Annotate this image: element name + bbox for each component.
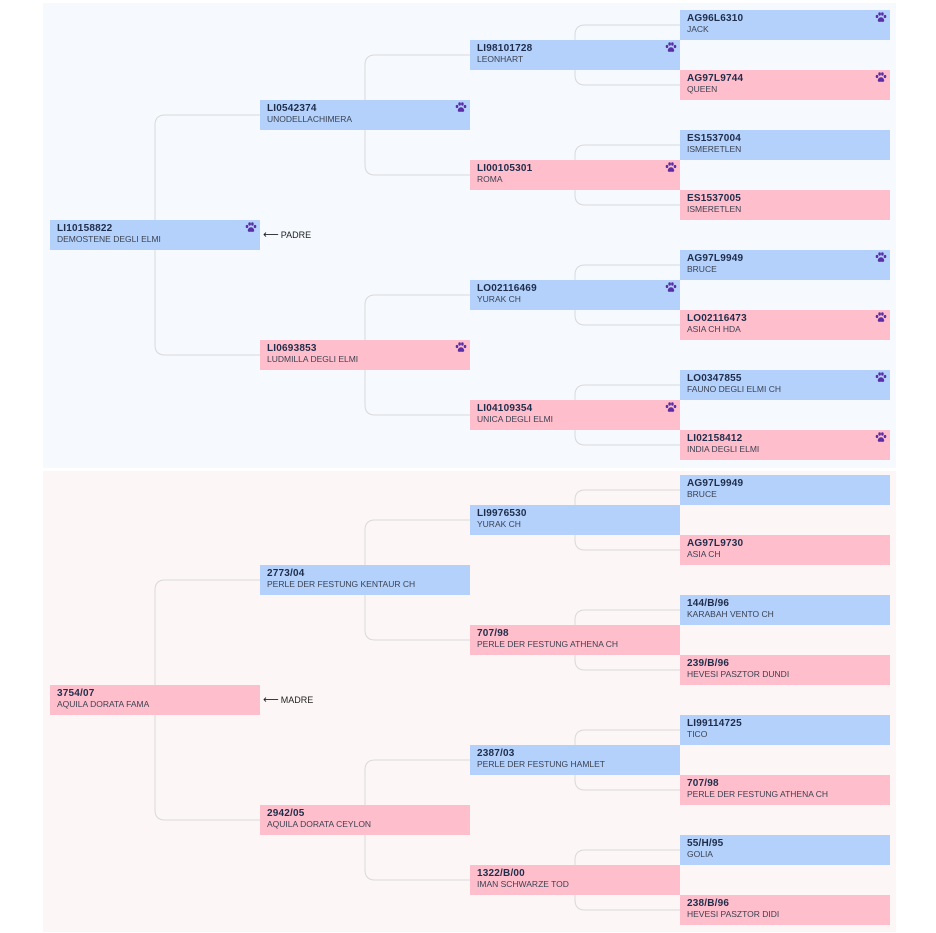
dog-name: INDIA DEGLI ELMI [687,444,760,454]
registration-number: LI10158822 [57,223,113,234]
dog-name: QUEEN [687,84,718,94]
registration-number: AG97L9744 [687,73,744,84]
paw-icon[interactable] [875,312,887,323]
dog-name: PERLE DER FESTUNG HAMLET [477,759,605,769]
dog-name: PERLE DER FESTUNG ATHENA CH [687,789,829,799]
pedigree-card[interactable] [470,625,680,655]
registration-number: LI0693853 [267,343,317,354]
paw-icon[interactable] [875,252,887,263]
registration-number: AG97L9949 [687,253,744,264]
pedigree-card[interactable] [680,775,890,805]
pedigree-card[interactable] [680,715,890,745]
registration-number: 1322/B/00 [477,868,525,879]
dog-name: AQUILA DORATA FAMA [57,699,150,709]
pedigree-card[interactable] [680,430,890,460]
pedigree-card[interactable] [470,280,680,310]
pedigree-card[interactable] [680,835,890,865]
pedigree-card[interactable] [260,565,470,595]
dog-name: GOLIA [687,849,713,859]
dog-name: AQUILA DORATA CEYLON [267,819,372,829]
dog-name: IMAN SCHWARZE TOD [477,879,569,889]
registration-number: LO0347855 [687,373,742,384]
registration-number: LI98101728 [477,43,533,54]
sire-side-label [263,229,311,241]
dog-name: BRUCE [687,264,717,274]
dog-name: ROMA [477,174,503,184]
registration-number: LI9976530 [477,508,527,519]
dog-name: TICO [687,729,708,739]
registration-number: AG97L9730 [687,538,744,549]
registration-number: LI99114725 [687,718,742,729]
registration-number: AG97L9949 [687,478,744,489]
dog-name: ISMERETLEN [687,144,742,154]
registration-number: 239/B/96 [687,658,730,669]
paw-icon[interactable] [875,12,887,23]
registration-number: ES1537004 [687,133,742,144]
registration-number: ES1537005 [687,193,742,204]
dog-name: PERLE DER FESTUNG KENTAUR CH [267,579,416,589]
dam-label-text: MADRE [280,695,314,705]
dog-name: UNODELLACHIMERA [267,114,353,124]
paw-icon[interactable] [875,372,887,383]
dog-name: DEMOSTENE DEGLI ELMI [57,234,161,244]
paw-icon[interactable] [455,342,467,353]
registration-number: 55/H/95 [687,838,724,849]
sire-card[interactable] [50,220,260,250]
paw-icon[interactable] [875,72,887,83]
dog-name: JACK [687,24,709,34]
paw-icon[interactable] [245,222,257,233]
dog-name: ASIA CH HDA [687,324,741,334]
paw-icon[interactable] [665,42,677,53]
pedigree-card[interactable] [680,250,890,280]
pedigree-card[interactable] [680,595,890,625]
pedigree-card[interactable] [680,10,890,40]
dog-name: LEONHART [477,54,524,64]
registration-number: LO02116469 [477,283,537,294]
registration-number: LI0542374 [267,103,317,114]
registration-number: LI00105301 [477,163,533,174]
dog-name: HEVESI PASZTOR DUNDI [687,669,790,679]
dog-name: KARABAH VENTO CH [687,609,774,619]
pedigree-card[interactable] [470,40,680,70]
pedigree-card[interactable] [680,370,890,400]
pedigree-card[interactable] [680,130,890,160]
pedigree-card[interactable] [680,895,890,925]
registration-number: AG96L6310 [687,13,744,24]
registration-number: 2942/05 [267,808,305,819]
paw-icon[interactable] [665,402,677,413]
pedigree-card[interactable] [260,340,470,370]
dog-name: ISMERETLEN [687,204,742,214]
dog-name: YURAK CH [477,294,521,304]
pedigree-card[interactable] [470,400,680,430]
registration-number: 707/98 [687,778,719,789]
registration-number: LI04109354 [477,403,533,414]
paw-icon[interactable] [875,432,887,443]
dog-name: ASIA CH [687,549,721,559]
pedigree-card[interactable] [470,505,680,535]
arrow-left-icon: ⟵ [263,694,279,706]
pedigree-card[interactable] [470,160,680,190]
dog-name: BRUCE [687,489,717,499]
registration-number: 144/B/96 [687,598,730,609]
registration-number: 238/B/96 [687,898,730,909]
arrow-left-icon: ⟵ [263,229,279,241]
pedigree-card[interactable] [680,475,890,505]
dam-card[interactable] [50,685,260,715]
registration-number: LI02158412 [687,433,743,444]
dog-name: HEVESI PASZTOR DIDI [687,909,780,919]
pedigree-card[interactable] [680,655,890,685]
dam-side-label [263,694,313,706]
dog-name: FAUNO DEGLI ELMI CH [687,384,781,394]
pedigree-card[interactable] [470,865,680,895]
paw-icon[interactable] [455,102,467,113]
sire-label-text: PADRE [280,230,312,240]
registration-number: 2387/03 [477,748,515,759]
pedigree-card[interactable] [260,805,470,835]
pedigree-card[interactable] [680,310,890,340]
registration-number: 707/98 [477,628,509,639]
dog-name: YURAK CH [477,519,521,529]
registration-number: LO02116473 [687,313,747,324]
registration-number: 3754/07 [57,688,95,699]
paw-icon[interactable] [665,162,677,173]
pedigree-card[interactable] [680,535,890,565]
pedigree-card[interactable] [680,70,890,100]
pedigree-card[interactable] [470,745,680,775]
registration-number: 2773/04 [267,568,305,579]
paw-icon[interactable] [665,282,677,293]
pedigree-card[interactable] [260,100,470,130]
pedigree-card[interactable] [680,190,890,220]
dog-name: PERLE DER FESTUNG ATHENA CH [477,639,619,649]
dog-name: UNICA DEGLI ELMI [477,414,554,424]
dog-name: LUDMILLA DEGLI ELMI [267,354,359,364]
